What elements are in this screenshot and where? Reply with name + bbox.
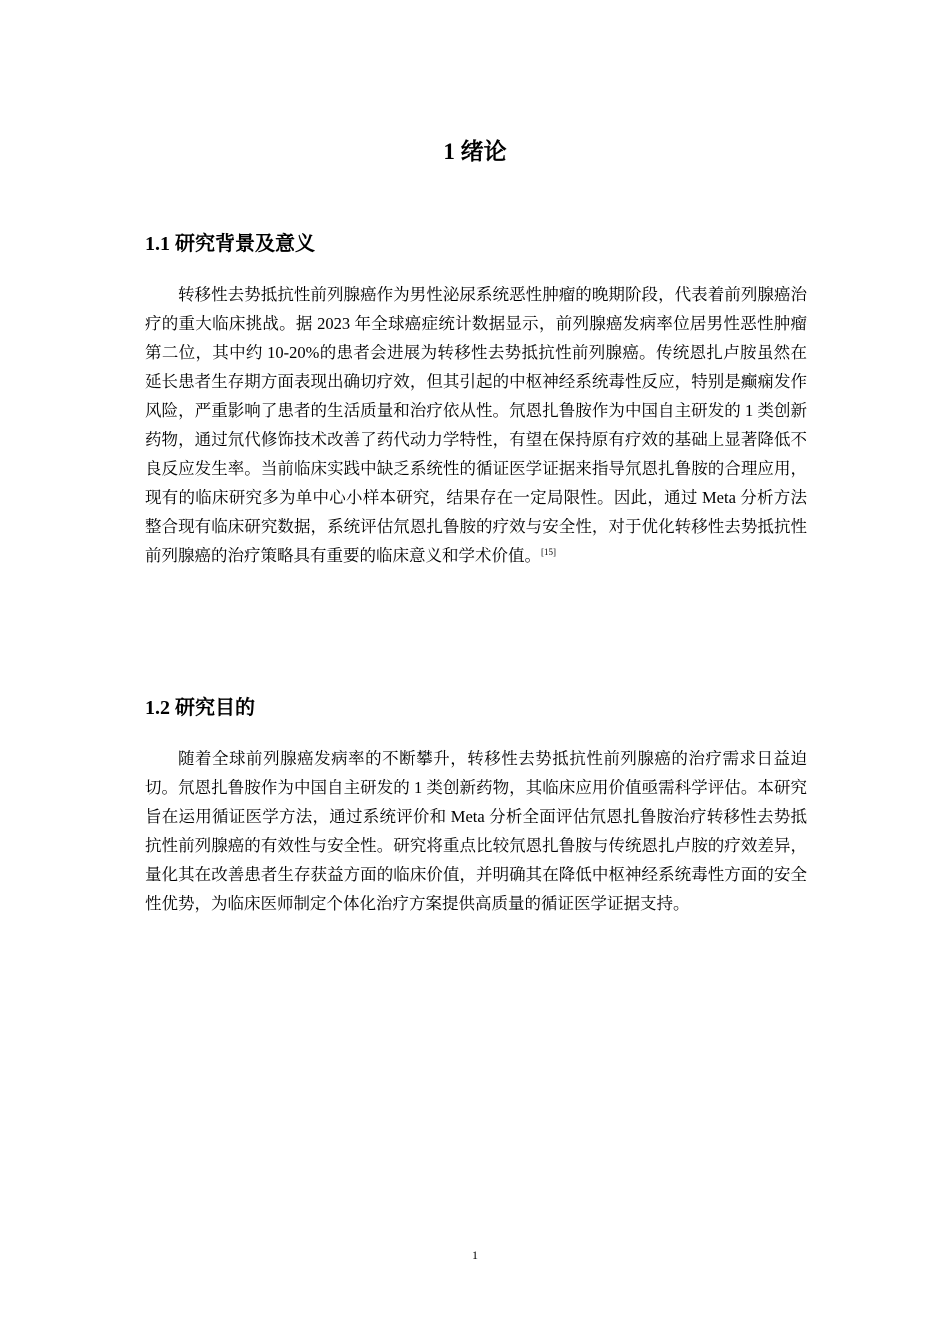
chapter-title: 1 绪论 [443,139,507,164]
section-heading-purpose: 1.2 研究目的 [145,697,255,719]
paragraph-purpose [145,744,807,918]
paragraph-purpose-text: 随着全球前列腺癌发病率的不断攀升，转移性去势抵抗性前列腺癌的治疗需求日益迫切。氘恩扎鲁胺作为中国自主研发的 1 类创新药物，其临床应用价值亟需科学评估。本研究旨在运用循证医学方法，通过系统评价和 Meta 分析全面评估氘恩扎鲁胺治疗转移性去势抵抗性前列腺癌的有效性与安全性。研究将重点比较氘恩扎鲁胺与传统恩扎卢胺的疗效差异，量化其在改善患者生存获益方面的临床价值，并明确其在降低中枢神经系统毒性方面的安全性优势，为临床医师制定个体化治疗方案提供高质量的循证医学证据支持。 [145,749,807,913]
section-heading-background: 1.1 研究背景及意义 [145,233,315,255]
citation-marker: [15] [541,547,556,557]
paragraph-background [145,280,807,570]
page-number: 1 [472,1248,478,1262]
paragraph-background-text: 转移性去势抵抗性前列腺癌作为男性泌尿系统恶性肿瘤的晚期阶段，代表着前列腺癌治疗的重大临床挑战。据 2023 年全球癌症统计数据显示，前列腺癌发病率位居男性恶性肿瘤第二位，其中约 10-20%的患者会进展为转移性去势抵抗性前列腺癌。传统恩扎卢胺虽然在延长患者生存期方面表现出确切疗效，但其引起的中枢神经系统毒性反应，特别是癫痫发作风险，严重影响了患者的生活质量和治疗依从性。氘恩扎鲁胺作为中国自主研发的 1 类创新药物，通过氘代修饰技术改善了药代动力学特性，有望在保持原有疗效的基础上显著降低不良反应发生率。当前临床实践中缺乏系统性的循证医学证据来指导氘恩扎鲁胺的合理应用，现有的临床研究多为单中心小样本研究，结果存在一定局限性。因此，通过 Meta 分析方法整合现有临床研究数据，系统评估氘恩扎鲁胺的疗效与安全性，对于优化转移性去势抵抗性前列腺癌的治疗策略具有重要的临床意义和学术价值。 [145,285,807,565]
